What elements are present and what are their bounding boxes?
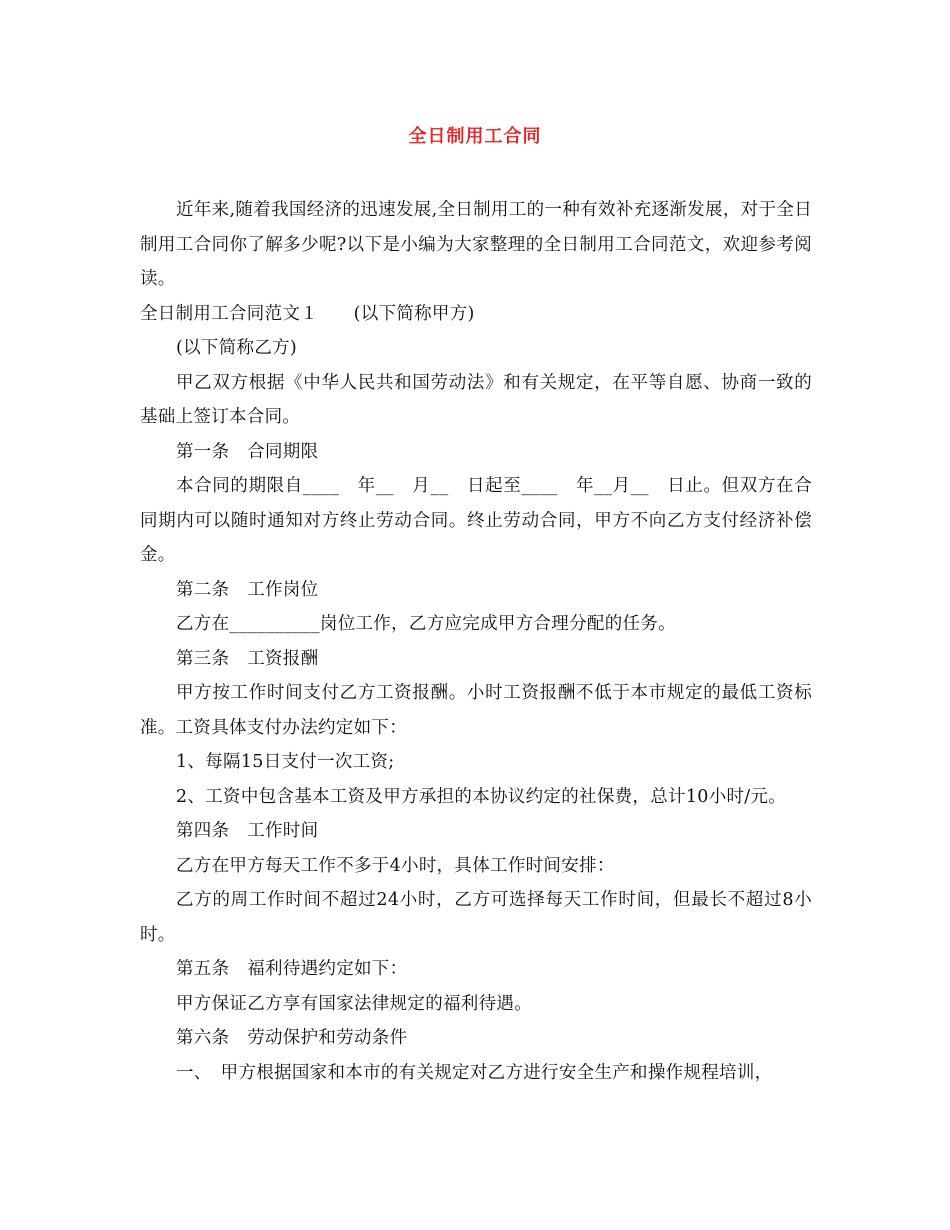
article-4-heading: 第四条 工作时间 xyxy=(176,821,319,841)
article-1-body: 本合同的期限自____ 年__ 月__ 日起至____ 年__月__ 日止。但双方在合同期内可以随时通知对方终止劳动合同。终止劳动合同，甲方不向乙方支付经济补偿金。 xyxy=(140,476,812,565)
article-1-heading: 第一条 合同期限 xyxy=(176,441,319,462)
article-2-heading: 第二条 工作岗位 xyxy=(176,579,319,600)
article-5-heading: 第五条 福利待遇约定如下： xyxy=(176,959,408,979)
document-title: 全日制用工合同 xyxy=(408,126,542,147)
preamble-paragraph: 甲乙双方根据《中华人民共和国劳动法》和有关规定，在平等自愿、协商一致的基础上签订本合同。 xyxy=(140,372,812,427)
article-2-body: 乙方在__________岗位工作，乙方应完成甲方合理分配的任务。 xyxy=(176,614,676,634)
article-3-item-1: 1、每隔15日支付一次工资; xyxy=(176,752,395,772)
sample-heading: 全日制用工合同范文１ (以下简称甲方) xyxy=(140,303,475,324)
party-b-line: (以下简称乙方) xyxy=(176,338,298,358)
article-3-body: 甲方按工作时间支付乙方工资报酬。小时工资报酬不低于本市规定的最低工资标准。工资具体支付办法约定如下： xyxy=(140,683,812,738)
article-6-heading: 第六条 劳动保护和劳动条件 xyxy=(176,1028,408,1048)
document-body xyxy=(140,193,812,1090)
article-5-body: 甲方保证乙方享有国家法律规定的福利待遇。 xyxy=(176,993,532,1014)
article-3-item-2: 2、工资中包含基本工资及甲方承担的本协议约定的社保费，总计10小时/元。 xyxy=(176,786,787,807)
article-6-item-1: 一、 甲方根据国家和本市的有关规定对乙方进行安全生产和操作规程培训， xyxy=(176,1062,773,1083)
intro-paragraph: 近年来,随着我国经济的迅速发展,全日制用工的一种有效补充逐渐发展，对于全日制用工合同你了解多少呢?以下是小编为大家整理的全日制用工合同范文，欢迎参考阅读。 xyxy=(140,200,812,289)
article-4-body-1: 乙方在甲方每天工作不多于4小时，具体工作时间安排： xyxy=(176,855,615,876)
article-3-heading: 第三条 工资报酬 xyxy=(176,648,319,669)
article-4-body-2: 乙方的周工作时间不超过24小时，乙方可选择每天工作时间，但最长不超过8小时。 xyxy=(140,890,812,945)
